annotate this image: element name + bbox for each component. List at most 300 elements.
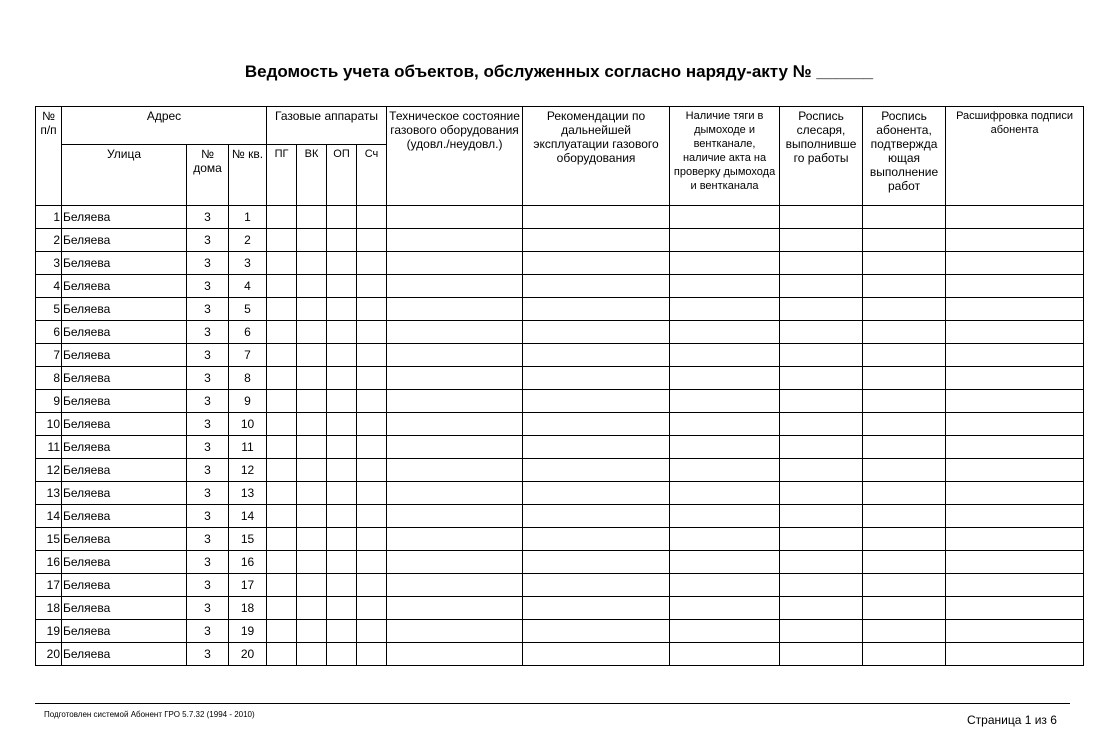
cell-apt: 9 (229, 390, 267, 413)
cell-num: 14 (36, 505, 62, 528)
cell-draft (670, 597, 780, 620)
cell-house: 3 (187, 551, 229, 574)
cell-recommendations (523, 206, 670, 229)
cell-vk (297, 229, 327, 252)
cell-pg (267, 413, 297, 436)
cell-recommendations (523, 482, 670, 505)
cell-vk (297, 482, 327, 505)
cell-sch (357, 229, 387, 252)
table-row (36, 643, 1084, 666)
cell-apt: 7 (229, 344, 267, 367)
cell-sign-subscriber (863, 436, 946, 459)
cell-sign-worker (780, 252, 863, 275)
cell-num: 1 (36, 206, 62, 229)
header-num: № п/п (36, 107, 62, 206)
cell-pg (267, 643, 297, 666)
table-row (36, 528, 1084, 551)
cell-sign-worker (780, 482, 863, 505)
cell-recommendations (523, 252, 670, 275)
cell-decode-sign (946, 344, 1084, 367)
cell-sign-worker (780, 413, 863, 436)
cell-tech-state (387, 551, 523, 574)
cell-pg (267, 229, 297, 252)
cell-vk (297, 206, 327, 229)
cell-tech-state (387, 597, 523, 620)
cell-op (327, 436, 357, 459)
cell-tech-state (387, 482, 523, 505)
cell-num: 11 (36, 436, 62, 459)
cell-pg (267, 597, 297, 620)
cell-pg (267, 252, 297, 275)
cell-num: 5 (36, 298, 62, 321)
cell-apt: 20 (229, 643, 267, 666)
cell-tech-state (387, 367, 523, 390)
cell-draft (670, 344, 780, 367)
cell-apt: 17 (229, 574, 267, 597)
cell-street: Беляева (62, 643, 187, 666)
cell-street: Беляева (62, 229, 187, 252)
cell-apt: 18 (229, 597, 267, 620)
cell-sch (357, 367, 387, 390)
cell-sign-subscriber (863, 321, 946, 344)
cell-num: 18 (36, 597, 62, 620)
cell-sign-worker (780, 459, 863, 482)
cell-draft (670, 643, 780, 666)
cell-num: 7 (36, 344, 62, 367)
cell-sign-worker (780, 505, 863, 528)
cell-house: 3 (187, 252, 229, 275)
cell-sch (357, 528, 387, 551)
cell-draft (670, 229, 780, 252)
cell-tech-state (387, 229, 523, 252)
cell-street: Беляева (62, 436, 187, 459)
cell-decode-sign (946, 275, 1084, 298)
cell-vk (297, 574, 327, 597)
cell-vk (297, 436, 327, 459)
header-sign-worker: Роспись слесаря, выполнивше го работы (780, 107, 863, 206)
cell-sign-subscriber (863, 298, 946, 321)
cell-sign-subscriber (863, 551, 946, 574)
cell-decode-sign (946, 597, 1084, 620)
cell-draft (670, 206, 780, 229)
cell-sign-subscriber (863, 459, 946, 482)
table-body (36, 206, 1084, 666)
cell-tech-state (387, 459, 523, 482)
cell-street: Беляева (62, 620, 187, 643)
cell-apt: 14 (229, 505, 267, 528)
cell-tech-state (387, 206, 523, 229)
cell-recommendations (523, 367, 670, 390)
cell-tech-state (387, 620, 523, 643)
cell-sign-subscriber (863, 252, 946, 275)
cell-street: Беляева (62, 206, 187, 229)
footer-page-number: Страница 1 из 6 (967, 713, 1057, 727)
cell-op (327, 367, 357, 390)
cell-sign-worker (780, 643, 863, 666)
cell-sign-worker (780, 436, 863, 459)
cell-sch (357, 620, 387, 643)
footer-divider (35, 703, 1070, 704)
cell-apt: 19 (229, 620, 267, 643)
cell-tech-state (387, 574, 523, 597)
cell-recommendations (523, 574, 670, 597)
cell-decode-sign (946, 551, 1084, 574)
cell-apt: 10 (229, 413, 267, 436)
cell-decode-sign (946, 482, 1084, 505)
cell-apt: 4 (229, 275, 267, 298)
cell-apt: 5 (229, 298, 267, 321)
cell-decode-sign (946, 390, 1084, 413)
cell-vk (297, 620, 327, 643)
cell-draft (670, 390, 780, 413)
cell-sch (357, 459, 387, 482)
cell-street: Беляева (62, 367, 187, 390)
cell-num: 10 (36, 413, 62, 436)
cell-sign-subscriber (863, 620, 946, 643)
cell-house: 3 (187, 482, 229, 505)
cell-op (327, 643, 357, 666)
cell-house: 3 (187, 367, 229, 390)
cell-op (327, 252, 357, 275)
cell-op (327, 298, 357, 321)
cell-draft (670, 482, 780, 505)
cell-op (327, 344, 357, 367)
cell-sign-worker (780, 344, 863, 367)
cell-pg (267, 390, 297, 413)
cell-street: Беляева (62, 390, 187, 413)
cell-op (327, 620, 357, 643)
header-address: Адрес (62, 107, 267, 145)
cell-house: 3 (187, 206, 229, 229)
cell-house: 3 (187, 298, 229, 321)
header-decode-sign: Расшифровка подписи абонента (946, 107, 1084, 206)
cell-pg (267, 298, 297, 321)
cell-vk (297, 321, 327, 344)
cell-house: 3 (187, 574, 229, 597)
cell-sch (357, 344, 387, 367)
cell-tech-state (387, 321, 523, 344)
cell-recommendations (523, 505, 670, 528)
cell-draft (670, 413, 780, 436)
table-row (36, 229, 1084, 252)
table-row (36, 551, 1084, 574)
cell-recommendations (523, 643, 670, 666)
cell-tech-state (387, 298, 523, 321)
cell-num: 9 (36, 390, 62, 413)
cell-recommendations (523, 390, 670, 413)
cell-sign-subscriber (863, 275, 946, 298)
cell-op (327, 413, 357, 436)
header-vk: ВК (297, 145, 327, 206)
cell-draft (670, 275, 780, 298)
objects-table (35, 106, 1084, 666)
cell-tech-state (387, 528, 523, 551)
cell-tech-state (387, 643, 523, 666)
cell-house: 3 (187, 597, 229, 620)
cell-pg (267, 344, 297, 367)
table-row (36, 367, 1084, 390)
cell-house: 3 (187, 436, 229, 459)
cell-op (327, 321, 357, 344)
cell-tech-state (387, 275, 523, 298)
cell-sch (357, 482, 387, 505)
cell-draft (670, 252, 780, 275)
table-row (36, 275, 1084, 298)
cell-house: 3 (187, 528, 229, 551)
cell-num: 2 (36, 229, 62, 252)
cell-num: 19 (36, 620, 62, 643)
cell-draft (670, 367, 780, 390)
cell-draft (670, 459, 780, 482)
header-draft: Наличие тяги в дымоходе и вентканале, наличие акта на проверку дымохода и вентканала (670, 107, 780, 206)
table-row (36, 321, 1084, 344)
cell-sign-subscriber (863, 413, 946, 436)
cell-house: 3 (187, 390, 229, 413)
cell-street: Беляева (62, 482, 187, 505)
cell-decode-sign (946, 229, 1084, 252)
cell-draft (670, 551, 780, 574)
cell-house: 3 (187, 459, 229, 482)
cell-sign-worker (780, 574, 863, 597)
cell-draft (670, 574, 780, 597)
header-apt: № кв. (229, 145, 267, 206)
cell-vk (297, 390, 327, 413)
cell-sign-worker (780, 275, 863, 298)
cell-op (327, 206, 357, 229)
cell-op (327, 482, 357, 505)
cell-sign-subscriber (863, 643, 946, 666)
cell-op (327, 275, 357, 298)
table-row (36, 390, 1084, 413)
cell-sign-subscriber (863, 482, 946, 505)
cell-sch (357, 206, 387, 229)
cell-recommendations (523, 459, 670, 482)
cell-num: 4 (36, 275, 62, 298)
cell-sch (357, 505, 387, 528)
cell-recommendations (523, 551, 670, 574)
cell-op (327, 574, 357, 597)
table-row (36, 597, 1084, 620)
cell-sign-worker (780, 551, 863, 574)
header-gas-appliances: Газовые аппараты (267, 107, 387, 145)
cell-street: Беляева (62, 459, 187, 482)
cell-pg (267, 574, 297, 597)
footer-generator-note: Подготовлен системой Абонент ГРО 5.7.32 (1994 - 2010) (44, 710, 255, 719)
cell-decode-sign (946, 321, 1084, 344)
cell-house: 3 (187, 275, 229, 298)
table-row (36, 344, 1084, 367)
table-row (36, 574, 1084, 597)
cell-recommendations (523, 620, 670, 643)
cell-pg (267, 321, 297, 344)
cell-num: 17 (36, 574, 62, 597)
cell-pg (267, 459, 297, 482)
cell-vk (297, 298, 327, 321)
cell-sign-subscriber (863, 344, 946, 367)
cell-sch (357, 275, 387, 298)
table-row (36, 298, 1084, 321)
cell-street: Беляева (62, 321, 187, 344)
cell-vk (297, 505, 327, 528)
cell-op (327, 505, 357, 528)
header-sign-subscriber: Роспись абонента, подтвержда ющая выполнение работ (863, 107, 946, 206)
cell-draft (670, 528, 780, 551)
cell-vk (297, 551, 327, 574)
cell-house: 3 (187, 643, 229, 666)
cell-recommendations (523, 298, 670, 321)
cell-recommendations (523, 275, 670, 298)
cell-vk (297, 643, 327, 666)
cell-pg (267, 551, 297, 574)
cell-decode-sign (946, 367, 1084, 390)
cell-house: 3 (187, 344, 229, 367)
cell-street: Беляева (62, 344, 187, 367)
table-row (36, 459, 1084, 482)
cell-apt: 11 (229, 436, 267, 459)
cell-pg (267, 482, 297, 505)
cell-num: 12 (36, 459, 62, 482)
cell-vk (297, 597, 327, 620)
document-title: Ведомость учета объектов, обслуженных согласно наряду-акту № ______ (244, 62, 874, 81)
cell-sign-worker (780, 298, 863, 321)
cell-sign-subscriber (863, 206, 946, 229)
cell-sign-worker (780, 229, 863, 252)
cell-recommendations (523, 597, 670, 620)
cell-draft (670, 505, 780, 528)
cell-house: 3 (187, 505, 229, 528)
cell-decode-sign (946, 505, 1084, 528)
cell-vk (297, 413, 327, 436)
cell-decode-sign (946, 528, 1084, 551)
cell-num: 8 (36, 367, 62, 390)
header-op: ОП (327, 145, 357, 206)
cell-decode-sign (946, 206, 1084, 229)
cell-decode-sign (946, 620, 1084, 643)
table-row (36, 206, 1084, 229)
cell-decode-sign (946, 413, 1084, 436)
header-row-1 (36, 107, 1084, 145)
cell-apt: 16 (229, 551, 267, 574)
cell-sign-worker (780, 367, 863, 390)
cell-tech-state (387, 413, 523, 436)
cell-apt: 1 (229, 206, 267, 229)
cell-sch (357, 252, 387, 275)
cell-sch (357, 413, 387, 436)
cell-num: 3 (36, 252, 62, 275)
cell-recommendations (523, 344, 670, 367)
cell-street: Беляева (62, 574, 187, 597)
table-row (36, 482, 1084, 505)
cell-pg (267, 505, 297, 528)
header-sch: Сч (357, 145, 387, 206)
cell-street: Беляева (62, 528, 187, 551)
cell-street: Беляева (62, 505, 187, 528)
cell-sch (357, 436, 387, 459)
cell-recommendations (523, 528, 670, 551)
cell-vk (297, 367, 327, 390)
cell-num: 15 (36, 528, 62, 551)
table-row (36, 413, 1084, 436)
cell-draft (670, 321, 780, 344)
cell-vk (297, 528, 327, 551)
cell-sch (357, 597, 387, 620)
cell-apt: 12 (229, 459, 267, 482)
cell-recommendations (523, 413, 670, 436)
cell-op (327, 229, 357, 252)
cell-sign-worker (780, 390, 863, 413)
cell-sch (357, 574, 387, 597)
header-street: Улица (62, 145, 187, 206)
cell-decode-sign (946, 459, 1084, 482)
header-house: № дома (187, 145, 229, 206)
cell-apt: 3 (229, 252, 267, 275)
cell-apt: 13 (229, 482, 267, 505)
cell-pg (267, 367, 297, 390)
cell-sch (357, 321, 387, 344)
cell-draft (670, 620, 780, 643)
cell-tech-state (387, 252, 523, 275)
cell-sign-worker (780, 528, 863, 551)
header-recommendations: Рекомендации по дальнейшей эксплуатации газового оборудования (523, 107, 670, 206)
cell-sign-subscriber (863, 505, 946, 528)
cell-tech-state (387, 505, 523, 528)
cell-street: Беляева (62, 252, 187, 275)
cell-street: Беляева (62, 551, 187, 574)
cell-sign-subscriber (863, 390, 946, 413)
cell-street: Беляева (62, 298, 187, 321)
cell-pg (267, 275, 297, 298)
cell-street: Беляева (62, 413, 187, 436)
cell-op (327, 390, 357, 413)
cell-sign-worker (780, 620, 863, 643)
cell-vk (297, 252, 327, 275)
cell-sch (357, 551, 387, 574)
table-row (36, 620, 1084, 643)
cell-tech-state (387, 436, 523, 459)
table-row (36, 252, 1084, 275)
cell-decode-sign (946, 252, 1084, 275)
cell-sign-worker (780, 206, 863, 229)
table-row (36, 436, 1084, 459)
cell-apt: 6 (229, 321, 267, 344)
cell-decode-sign (946, 643, 1084, 666)
cell-draft (670, 436, 780, 459)
cell-decode-sign (946, 574, 1084, 597)
cell-apt: 8 (229, 367, 267, 390)
cell-sign-subscriber (863, 229, 946, 252)
cell-draft (670, 298, 780, 321)
cell-num: 20 (36, 643, 62, 666)
cell-sign-subscriber (863, 597, 946, 620)
cell-pg (267, 528, 297, 551)
cell-street: Беляева (62, 597, 187, 620)
cell-street: Беляева (62, 275, 187, 298)
cell-apt: 2 (229, 229, 267, 252)
cell-decode-sign (946, 436, 1084, 459)
cell-vk (297, 459, 327, 482)
cell-num: 16 (36, 551, 62, 574)
cell-sign-worker (780, 597, 863, 620)
cell-op (327, 459, 357, 482)
cell-sign-subscriber (863, 528, 946, 551)
cell-apt: 15 (229, 528, 267, 551)
cell-pg (267, 436, 297, 459)
cell-sign-subscriber (863, 367, 946, 390)
cell-sch (357, 390, 387, 413)
cell-op (327, 597, 357, 620)
cell-num: 6 (36, 321, 62, 344)
cell-vk (297, 344, 327, 367)
